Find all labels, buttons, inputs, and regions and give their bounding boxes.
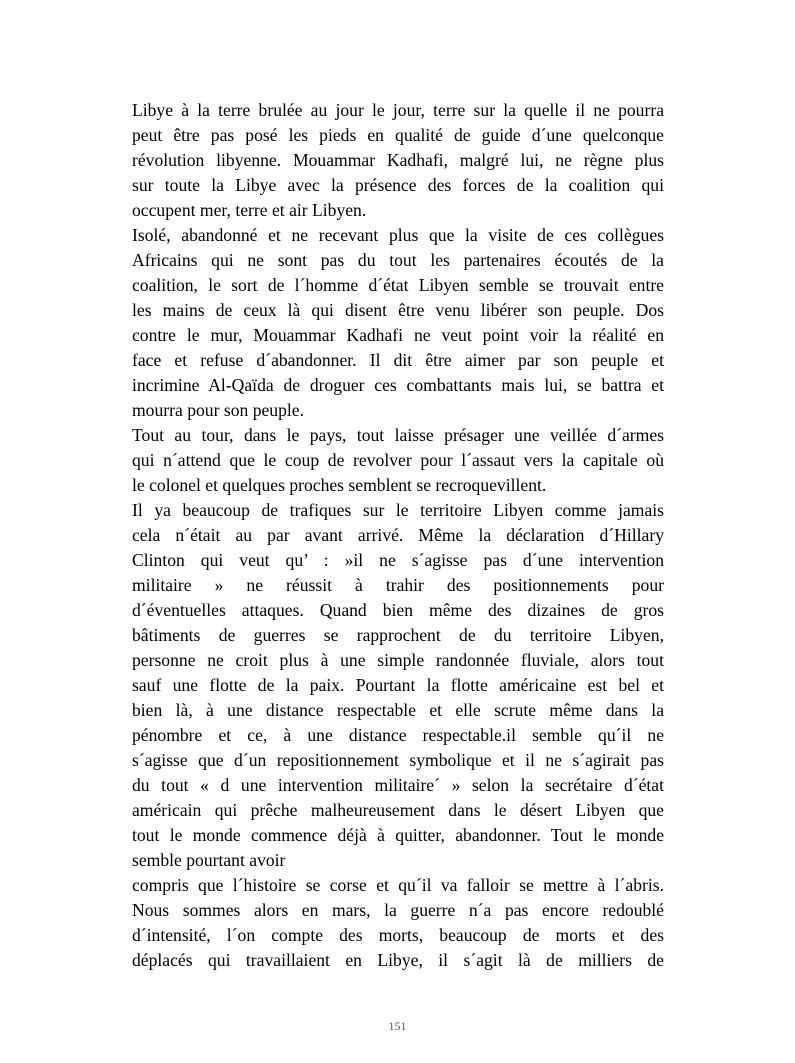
text-line: américain qui prêche malheureusement dans le désert Libyen que [132, 800, 664, 820]
text-line: Libye à la terre brulée au jour le jour, terre sur la quelle il ne pourra [132, 100, 664, 120]
text-line: Africains qui ne sont pas du tout les partenaires écoutés de la [132, 250, 664, 270]
text-line: s´agisse que d´un repositionnement symbolique et il ne s´agirait pas [132, 750, 664, 770]
text-line: du tout « d une intervention militaire´ » selon la secrétaire d´état [132, 775, 664, 795]
text-line: le colonel et quelques proches semblent se recroquevillent. [132, 475, 547, 495]
text-line: militaire » ne réussit à trahir des positionnements pour [132, 575, 664, 595]
text-line: mourra pour son peuple. [132, 400, 304, 420]
text-line: Isolé, abandonné et ne recevant plus que la visite de ces collègues [132, 225, 664, 245]
text-line: semble pourtant avoir [132, 850, 286, 870]
page-number: 151 [388, 1019, 407, 1033]
text-line: bien là, à une distance respectable et elle scrute même dans la [132, 700, 664, 720]
text-line: pénombre et ce, à une distance respectable.il semble qu´il ne [132, 725, 664, 745]
text-line: Clinton qui veut qu’ : »il ne s´agisse pas d´une intervention [132, 550, 664, 570]
text-line: peut être pas posé les pieds en qualité de guide d´une quelconque [132, 125, 664, 145]
text-line: Nous sommes alors en mars, la guerre n´a pas encore redoublé [132, 900, 664, 920]
text-line: déplacés qui travaillaient en Libye, il s´agit là de milliers de [132, 950, 664, 970]
text-line: révolution libyenne. Mouammar Kadhafi, malgré lui, ne règne plus [132, 150, 664, 170]
text-line: face et refuse d´abandonner. Il dit être aimer par son peuple et [132, 350, 664, 370]
text-line: sauf une flotte de la paix. Pourtant la flotte américaine est bel et [132, 675, 664, 695]
text-line: d´intensité, l´on compte des morts, beaucoup de morts et des [132, 925, 664, 945]
text-line: bâtiments de guerres se rapprochent de du territoire Libyen, [132, 625, 664, 645]
body-text [132, 98, 664, 973]
text-line: compris que l´histoire se corse et qu´il va falloir se mettre à l´abris. [132, 875, 664, 895]
text-line: cela n´était au par avant arrivé. Même la déclaration d´Hillary [132, 525, 664, 545]
text-line: Tout au tour, dans le pays, tout laisse présager une veillée d´armes [132, 425, 664, 445]
text-line: d´éventuelles attaques. Quand bien même des dizaines de gros [132, 600, 664, 620]
text-line: les mains de ceux là qui disent être venu libérer son peuple. Dos [132, 300, 664, 320]
text-line: coalition, le sort de l´homme d´état Libyen semble se trouvait entre [132, 275, 664, 295]
text-line: sur toute la Libye avec la présence des forces de la coalition qui [132, 175, 664, 195]
text-line: incrimine Al-Qaïda de droguer ces combattants mais lui, se battra et [132, 375, 664, 395]
text-line: Il ya beaucoup de trafiques sur le territoire Libyen comme jamais [132, 500, 664, 520]
text-line: contre le mur, Mouammar Kadhafi ne veut point voir la réalité en [132, 325, 664, 345]
text-line: occupent mer, terre et air Libyen. [132, 200, 367, 220]
text-line: personne ne croit plus à une simple randonnée fluviale, alors tout [132, 650, 664, 670]
text-line: tout le monde commence déjà à quitter, abandonner. Tout le monde [132, 825, 664, 845]
text-line: qui n´attend que le coup de revolver pour l´assaut vers la capitale où [132, 450, 664, 470]
